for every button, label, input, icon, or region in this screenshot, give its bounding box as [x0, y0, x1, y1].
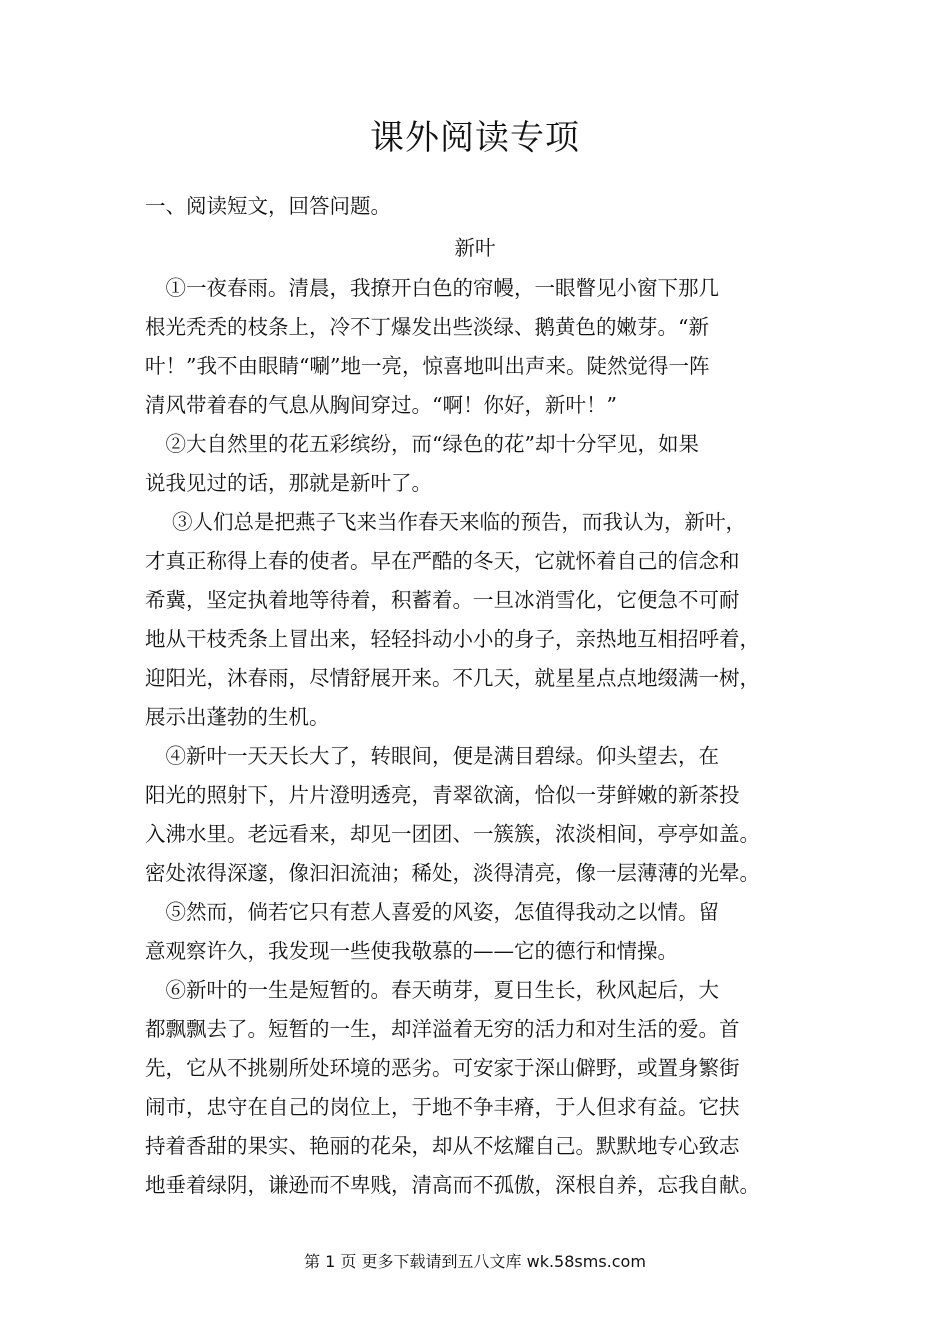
- page-title: 课外阅读专项: [370, 118, 580, 158]
- text-line: 说我见过的话，那就是新叶了。: [145, 471, 432, 495]
- text-line: 清风带着春的气息从胸间穿过。“啊！你好，新叶！”: [145, 393, 617, 417]
- text-line: 叶！”我不由眼睛“唰”地一亮，惊喜地叫出声来。陡然觉得一阵: [145, 354, 710, 378]
- page-footer: 第 1 页 更多下载请到五八文库 wk.58sms.com: [304, 1252, 646, 1271]
- text-line: 先，它从不挑剔所处环境的恶劣。可安家于深山僻野，或置身繁街: [145, 1056, 740, 1080]
- text-line: 迎阳光，沐春雨，尽情舒展开来。不几天，就星星点点地缀满一树，: [145, 666, 760, 690]
- text-line: 展示出蓬勃的生机。: [145, 705, 330, 729]
- text-line: ⑥新叶的一生是短暂的。春天萌芽，夏日生长，秋风起后，大: [145, 978, 719, 1002]
- text-line: 地垂着绿阴，谦逊而不卑贱，清高而不孤傲，深根自养，忘我自献。: [145, 1173, 760, 1197]
- text-line: ④新叶一天天长大了，转眼间，便是满目碧绿。仰头望去，在: [145, 744, 719, 768]
- text-line: 持着香甜的果实、艳丽的花朵，却从不炫耀自己。默默地专心致志: [145, 1134, 740, 1158]
- text-line: 才真正称得上春的使者。早在严酷的冬天，它就怀着自己的信念和: [145, 549, 740, 573]
- text-line: 希冀，坚定执着地等待着，积蓄着。一旦冰消雪化，它便急不可耐: [145, 588, 740, 612]
- text-line: ⑤然而，倘若它只有惹人喜爱的风姿，怎值得我动之以情。留: [145, 900, 719, 924]
- text-line: 密处浓得深邃，像汩汩流油；稀处，淡得清亮，像一层薄薄的光晕。: [145, 861, 760, 885]
- text-line: 闹市，忠守在自己的岗位上，于地不争丰瘠，于人但求有益。它扶: [145, 1095, 740, 1119]
- text-line: 阳光的照射下，片片澄明透亮，青翠欲滴，恰似一芽鲜嫩的新茶投: [145, 783, 740, 807]
- text-line: ①一夜春雨。清晨，我撩开白色的帘幔，一眼瞥见小窗下那几: [145, 276, 719, 300]
- text-line: ②大自然里的花五彩缤纷，而“绿色的花”却十分罕见，如果: [145, 432, 699, 456]
- text-line: 根光秃秃的枝条上，冷不丁爆发出些淡绿、鹅黄色的嫩芽。“新: [145, 315, 709, 339]
- text-line: 意观察许久，我发现一些使我敬慕的——它的德行和情操。: [145, 939, 678, 963]
- text-line: ③人们总是把燕子飞来当作春天来临的预告，而我认为，新叶，: [145, 510, 747, 534]
- section-heading: 一、阅读短文，回答问题。: [145, 194, 391, 218]
- article-title: 新叶: [454, 236, 496, 260]
- text-line: 都飘飘去了。短暂的一生，却洋溢着无穷的活力和对生活的爱。首: [145, 1017, 740, 1041]
- text-line: 地从干枝秃条上冒出来，轻轻抖动小小的身子，亲热地互相招呼着，: [145, 627, 760, 651]
- text-line: 入沸水里。老远看来，却见一团团、一簇簇，浓淡相间，亭亭如盖。: [145, 822, 760, 846]
